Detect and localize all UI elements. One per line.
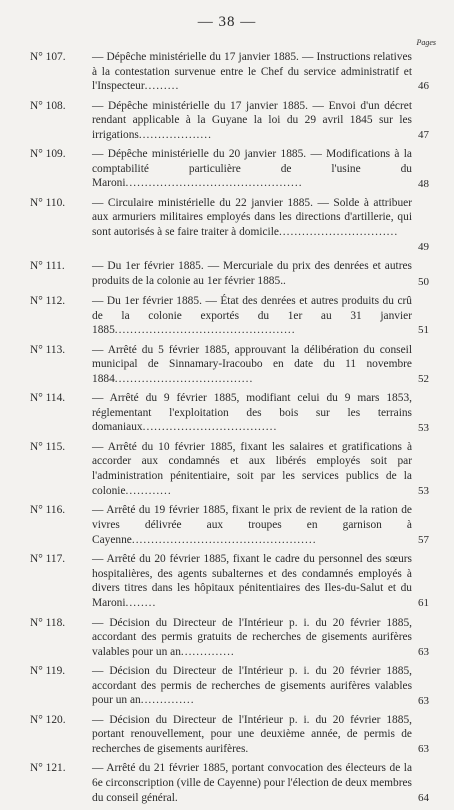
entry-number: N° 116.: [30, 504, 66, 517]
entry-text: [92, 761, 412, 805]
entry-description: — Décision du Directeur de l'Intérieur p. i. du 20 février 1885, accordant des permis gratuits de recherches de gisements aurifères valables pour un an: [92, 616, 412, 658]
list-item: [0, 259, 454, 290]
entry-page: 53: [418, 421, 429, 434]
entry-description: — Arrêté du 9 février 1885, modifiant celui du 9 mars 1853, réglementant l'exploitation des bois sur les terrains domaniaux: [92, 392, 412, 434]
entry-number: N° 118.: [30, 616, 66, 629]
entry-page: 52: [418, 372, 429, 385]
entry-page: 57: [418, 533, 429, 546]
entry-number: N° 121.: [30, 762, 66, 775]
leader-dots: .........: [144, 80, 180, 93]
entry-description: — Décision du Directeur de l'Intérieur p. i. du 20 février 1885, portant renouvellement, pour une deuxième année, de permis de recherches de gisements aurifères.: [92, 713, 412, 755]
entry-description: — Dépêche ministérielle du 17 janvier 1885. — Envoi d'un décret rendant applicable à la Guyane la loi du 29 avril 1845 sur les irrigations: [92, 99, 412, 141]
entry-description: — Décision du Directeur de l'Intérieur p. i. du 20 février 1885, accordant des permis de recherches de gisements aurifères valables pour un an: [92, 665, 412, 707]
list-item: [0, 503, 454, 548]
entry-number: N° 113.: [30, 343, 66, 356]
entry-description: — Dépêche ministérielle du 17 janvier 1885. — Instructions relatives à la contestation survenue entre le Chef du service administratif et l'Inspecteur: [92, 51, 412, 93]
entry-number: N° 120.: [30, 713, 66, 726]
entry-page: 47: [418, 129, 429, 141]
entry-number: N° 107.: [30, 51, 66, 63]
entry-page: 46: [418, 80, 429, 93]
entry-number: N° 117.: [30, 552, 66, 565]
entry-page: 61: [418, 597, 429, 610]
entry-page: 53: [418, 485, 429, 498]
list-item: [0, 196, 454, 256]
leader-dots: ..............: [180, 645, 235, 658]
entry-description: — Arrêté du 20 février 1885, fixant le cadre du personnel des sœurs hospitalières, des agents subalternes et des condamnés employés à divers titres dans les hôpitaux pénitentiaires des Iles-du-Salut et du Maroni: [92, 552, 412, 609]
leader-dots: ...................................: [142, 421, 278, 434]
entry-page: 48: [418, 177, 429, 190]
entry-number: N° 119.: [30, 665, 66, 678]
entry-description: — Du 1er février 1885. — État des denrées et autres produits du crû de la colonie exportés du 1er au 31 janvier 1885: [92, 294, 412, 337]
entry-number: N° 110.: [30, 196, 66, 209]
entry-description: — Arrêté du 19 février 1885, fixant le prix de revient de la ration de vivres délivrée aux troupes en garnison à Cayenne: [92, 504, 412, 546]
list-item: [0, 343, 454, 388]
leader-dots: ..............................................: [125, 177, 303, 190]
entry-description: — Circulaire ministérielle du 22 janvier 1885. — Solde à attribuer aux armuriers militaires employés dans les directions d'artillerie, qui sont autorisés à se faire traiter à domicile: [92, 196, 412, 238]
entry-text: [92, 343, 412, 387]
entry-page: 49: [418, 241, 429, 254]
entry-description: — Arrêté du 5 février 1885, approuvant la délibération du conseil municipal de Sinnamary-Iracoubo en date du 11 novembre 1884: [92, 343, 412, 385]
entry-text: [92, 50, 412, 94]
list-item: [0, 440, 454, 500]
list-item: [0, 552, 454, 612]
leader-dots: ...................: [138, 128, 212, 141]
list-item: [0, 147, 454, 192]
entry-number: N° 112.: [30, 294, 66, 307]
entry-page: 64: [418, 791, 429, 804]
entry-page: 63: [418, 694, 429, 707]
entry-text: [92, 440, 412, 498]
list-item: [0, 391, 454, 436]
entry-number: N° 109.: [30, 148, 66, 161]
entry-page: 51: [418, 324, 429, 337]
list-item: [0, 616, 454, 661]
entry-text: [92, 99, 412, 143]
leader-dots: ................................................: [131, 533, 317, 546]
entry-text: [92, 147, 412, 191]
entry-description: — Du 1er février 1885. — Mercuriale du prix des denrées et autres produits de la colonie au 1er février 1885.: [92, 260, 412, 287]
entry-text: [92, 294, 412, 338]
entry-page: 50: [418, 275, 429, 288]
leader-dots: ............: [125, 484, 172, 497]
page-number: — 38 —: [197, 14, 257, 30]
list-item: [0, 713, 454, 758]
entry-text: [92, 664, 412, 708]
entry-description: — Arrêté du 10 février 1885, fixant les salaires et gratifications à accorder aux condamnés et aux libérés employés soit par l'administration pénitentiaire, soit par les services publics de la colonie: [92, 440, 412, 497]
table-of-contents: [0, 50, 454, 810]
leader-dots: ........: [125, 596, 157, 609]
list-item: [0, 294, 454, 339]
leader-dots: ...............................................: [114, 324, 296, 337]
entry-page: 63: [418, 645, 429, 658]
entry-text: [92, 503, 412, 547]
entry-text: [92, 196, 412, 240]
entry-text: [92, 259, 412, 288]
entry-text: [92, 552, 412, 610]
entry-text: [92, 713, 412, 757]
entry-page: 63: [418, 743, 429, 756]
list-item: [0, 99, 454, 144]
entry-text: [92, 616, 412, 660]
leader-dots: ....................................: [114, 372, 254, 385]
entry-number: N° 115.: [30, 440, 66, 453]
list-item: [0, 664, 454, 709]
entry-number: N° 111.: [30, 260, 65, 273]
leader-dots: ..............: [140, 694, 195, 707]
entry-number: N° 114.: [30, 392, 66, 405]
entry-description: — Dépêche ministérielle du 20 janvier 1885. — Modifications à la comptabilité particulière de l'usine du Maroni: [92, 148, 412, 190]
entry-number: N° 108.: [30, 99, 66, 112]
leader-dots: .: [283, 274, 287, 287]
pages-column-header: Pages: [416, 38, 436, 47]
entry-text: [92, 391, 412, 435]
leader-dots: ...............................: [278, 225, 399, 238]
entry-description: — Arrêté du 21 février 1885, portant convocation des électeurs de la 6e circonscription (ville de Cayenne) pour l'élection de deux membres du conseil général.: [92, 762, 412, 804]
list-item: [0, 50, 454, 95]
